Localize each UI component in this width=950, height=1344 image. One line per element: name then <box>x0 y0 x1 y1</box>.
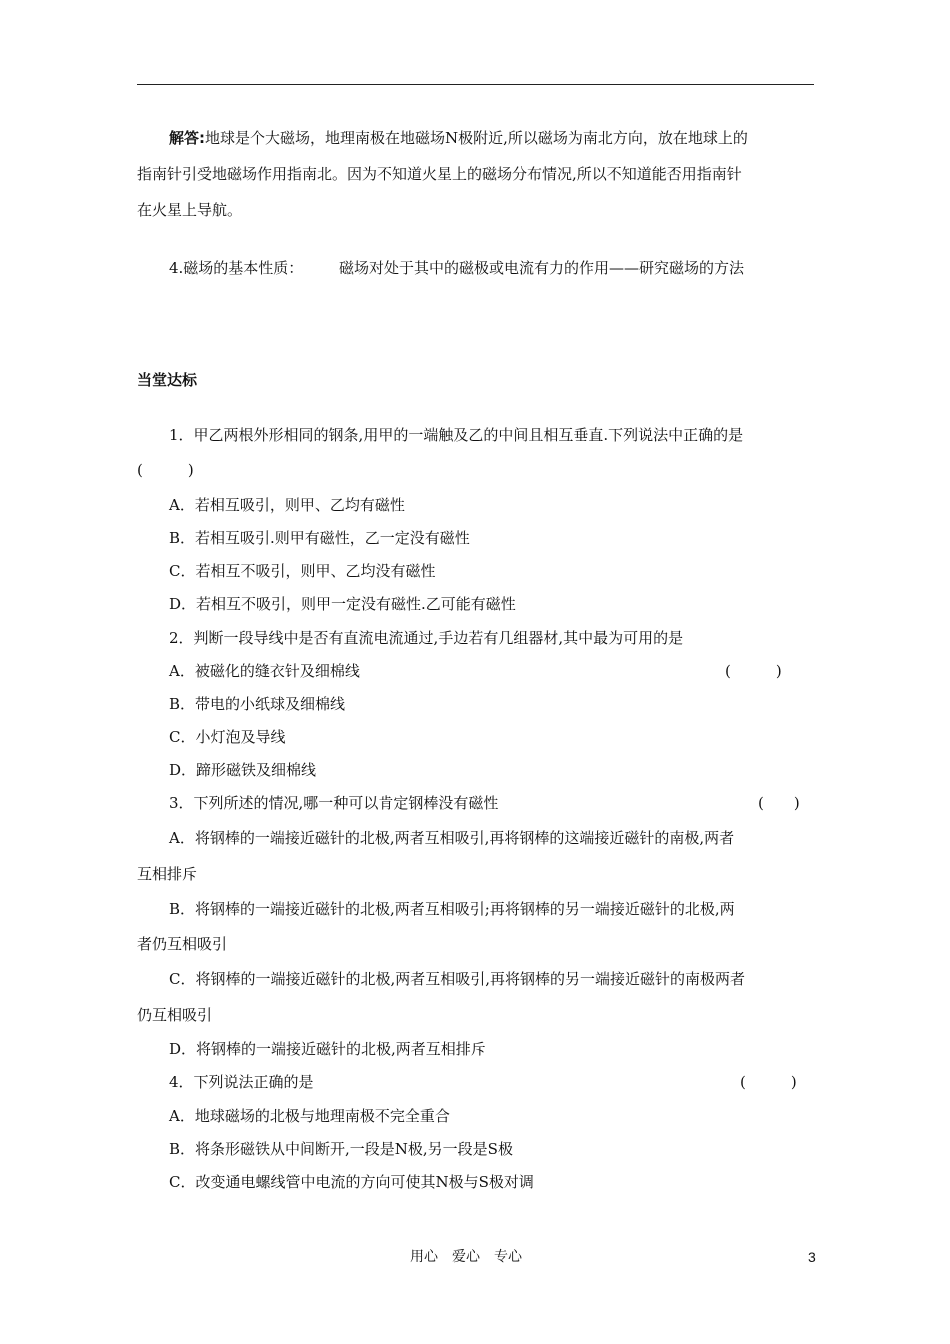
q3-option-c-line-1: C．将钢棒的一端接近磁针的北极,两者互相吸引,再将钢棒的另一端接近磁针的南极两者 <box>169 970 746 988</box>
q3-option-a-line-2: 互相排斥 <box>137 865 198 883</box>
q2-stem: 2．判断一段导线中是否有直流电流通过,手边若有几组器材,其中最为可用的是 <box>169 629 684 647</box>
q1-option-b: B．若相互吸引.则甲有磁性，乙一定没有磁性 <box>169 529 470 547</box>
property-text: 磁场对处于其中的磁极或电流有力的作用——研究磁场的方法 <box>339 259 745 277</box>
answer-label: 解答: <box>169 129 205 147</box>
q4-option-a: A．地球磁场的北极与地理南极不完全重合 <box>169 1107 450 1125</box>
q2-option-a: A．被磁化的缝衣针及细棉线 <box>169 662 360 680</box>
q3-stem: 3．下列所述的情况,哪一种可以肯定钢棒没有磁性 <box>169 794 499 812</box>
q2-option-c: C．小灯泡及导线 <box>169 728 286 746</box>
answer-line-3: 在火星上导航。 <box>137 201 243 219</box>
q3-option-b-line-2: 者仍互相吸引 <box>137 935 228 953</box>
q3-option-d: D．将钢棒的一端接近磁针的北极,两者互相排斥 <box>169 1040 486 1058</box>
section-title: 当堂达标 <box>137 371 198 389</box>
answer-line-2: 指南针引受地磁场作用指南北。因为不知道火星上的磁场分布情况,所以不知道能否用指南针 <box>137 165 742 183</box>
q3-option-c-line-2: 仍互相吸引 <box>137 1006 213 1024</box>
q4-stem: 4．下列说法正确的是 <box>169 1073 314 1091</box>
q3-option-b-line-1: B．将钢棒的一端接近磁针的北极,两者互相吸引;再将钢棒的另一端接近磁针的北极,两 <box>169 900 735 918</box>
q3-answer-paren: ( ) <box>758 794 800 812</box>
q1-answer-paren: ( ) <box>137 461 194 479</box>
answer-line-1 <box>169 128 748 148</box>
q1-option-c: C．若相互不吸引，则甲、乙均没有磁性 <box>169 562 436 580</box>
q1-stem: 1．甲乙两根外形相同的钢条,用甲的一端触及乙的中间且相互垂直.下列说法中正确的是 <box>169 426 744 444</box>
page-number: 3 <box>808 1249 816 1265</box>
q1-option-d: D．若相互不吸引，则甲一定没有磁性.乙可能有磁性 <box>169 595 516 613</box>
q3-option-a-line-1: A．将钢棒的一端接近磁针的北极,两者互相吸引,再将钢棒的这端接近磁针的南极,两者 <box>169 829 735 847</box>
answer-text-1: 地球是个大磁场，地理南极在地磁场N极附近,所以磁场为南北方向，放在地球上的 <box>205 129 748 147</box>
q2-option-b: B．带电的小纸球及细棉线 <box>169 695 346 713</box>
q4-answer-paren: ( ) <box>740 1073 797 1091</box>
q2-answer-paren: ( ) <box>725 662 782 680</box>
footer-motto: 用心 爱心 专心 <box>410 1249 522 1265</box>
q4-option-b: B．将条形磁铁从中间断开,一段是N极,另一段是S极 <box>169 1140 513 1158</box>
q1-option-a: A．若相互吸引，则甲、乙均有磁性 <box>169 496 405 514</box>
q2-option-d: D．蹄形磁铁及细棉线 <box>169 761 317 779</box>
property-label: 4.磁场的基本性质： <box>169 259 304 277</box>
q4-option-c: C．改变通电螺线管中电流的方向可使其N极与S极对调 <box>169 1173 534 1191</box>
header-rule <box>137 84 814 85</box>
